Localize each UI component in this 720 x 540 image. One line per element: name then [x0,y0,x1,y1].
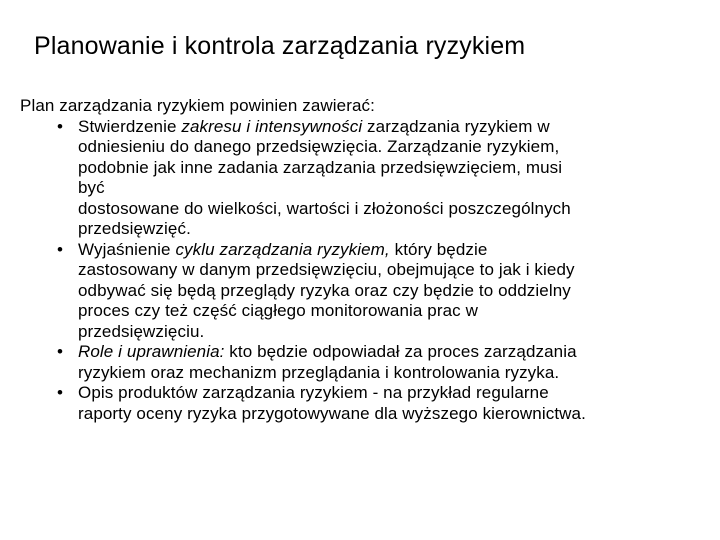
slide-body [20,96,710,424]
bullet-line [78,383,710,404]
bullet-line: odbywać się będą przeglądy ryzyka oraz czy będzie to oddzielny [78,280,571,300]
bullet-item-cycle [20,240,710,343]
bullet-icon: • [57,116,64,136]
bullet-text: kto będzie odpowiadał za proces zarządzania [224,342,577,361]
bullet-item-scope [20,117,710,240]
bullet-line: ryzykiem oraz mechanizm przeglądania i kontrolowania ryzyka. [78,362,560,382]
bullet-line: przedsięwzięciu. [78,321,205,341]
bullet-item-products [20,383,710,424]
bullet-emphasis: zakresu i intensywności [181,116,363,136]
bullet-emphasis: cyklu zarządzania ryzykiem, [175,239,390,259]
bullet-line: dostosowane do wielkości, wartości i złożoności poszczególnych [78,198,571,218]
bullet-text: zarządzania ryzykiem w [362,116,550,136]
bullet-icon: • [57,383,64,402]
slide-title: Planowanie i kontrola zarządzania ryzykiem [34,32,526,60]
bullet-line: odniesieniu do danego przedsięwzięcia. Zarządzanie ryzykiem, [78,137,560,156]
bullet-list [20,117,710,425]
bullet-icon: • [57,342,64,361]
bullet-line: zastosowany w danym przedsięwzięciu, obejmujące to jak i kiedy [78,260,575,279]
bullet-icon: • [57,239,64,259]
bullet-text: Stwierdzenie [78,116,182,136]
bullet-line: raporty oceny ryzyka przygotowywane dla wyższego kierownictwa. [78,403,586,423]
bullet-text: Opis produktów zarządzania ryzykiem - na przykład regularne [78,383,549,402]
bullet-text: który będzie [389,239,488,259]
bullet-line: być [78,178,105,197]
bullet-line: podobnie jak inne zadania zarządzania przedsięwzięciem, musi [78,157,563,177]
bullet-line: przedsięwzięć. [78,219,191,238]
bullet-text: Wyjaśnienie [78,239,176,259]
bullet-line [78,342,710,363]
bullet-line [78,117,710,138]
bullet-line [78,240,710,261]
bullet-item-roles [20,342,710,383]
intro-text: Plan zarządzania ryzykiem powinien zawierać: [20,96,375,115]
bullet-line: proces czy też część ciągłego monitorowania prac w [78,301,478,320]
bullet-emphasis: Role i uprawnienia: [78,342,225,361]
